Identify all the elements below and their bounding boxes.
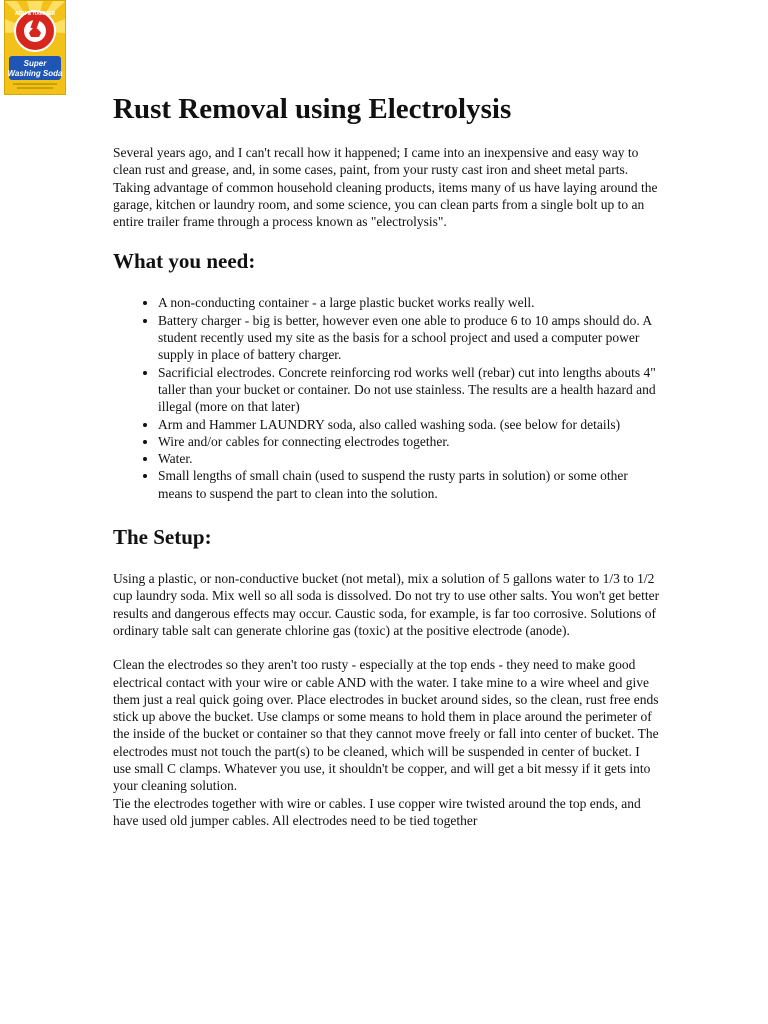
washing-soda-box-image xyxy=(4,0,66,95)
list-item: • Wire and/or cables for connecting electrodes together. xyxy=(158,433,661,450)
article-title: Rust Removal using Electrolysis xyxy=(113,93,512,125)
list-item: • Sacrificial electrodes. Concrete reinforcing rod works well (rebar) cut into lengths abouts 4" taller than your bucket or container. Do not use stainless. The results are a health hazard and illegal (more on that later) xyxy=(158,364,661,416)
article-content xyxy=(113,92,661,829)
what-you-need-list xyxy=(113,294,661,502)
list-item: • Small lengths of small chain (used to suspend the rusty parts in solution) or some other means to suspend the part to clean into the solution. xyxy=(158,467,661,502)
setup-paragraph-2: Clean the electrodes so they aren't too rusty - especially at the top ends - they need to make good electrical contact with your wire or cable AND with the water. I take mine to a wire wheel and give them just a real quick going over. Place electrodes in bucket around sides, so the clean, rust free ends stick up above the bucket. Use clamps or some means to hold them in place around the perimeter of the inside of the bucket or container so that they cannot move freely or fall into center of bucket. The electrodes must not touch the part(s) to be cleaned, which will be suspended in center of bucket. I use small C clamps. Whatever you use, it shouldn't be copper, and will get a bit messy if it gets into your cleaning solution. xyxy=(113,657,659,794)
setup-paragraph-3: Tie the electrodes together with wire or cables. I use copper wire twisted around the top ends, and have used old jumper cables. All electrodes need to be tied together xyxy=(113,795,641,828)
intro-paragraph: Several years ago, and I can't recall how it happened; I came into an inexpensive and easy way to clean rust and grease, and, in some cases, paint, from your rusty cast iron and sheet metal parts. Taking advantage of common household cleaning products, items many of us have laying around the garage, kitchen or laundry room, and some science, you can clean parts from a single bolt up to an entire trailer frame through a process known as "electrolysis". xyxy=(113,145,658,230)
product-name-line2: Washing Soda xyxy=(7,69,63,78)
brand-logo-text: ARM & HAMMER xyxy=(14,11,56,17)
washing-soda-box-graphic xyxy=(5,1,65,94)
what-you-need-heading: What you need: xyxy=(113,249,256,274)
setup-heading: The Setup: xyxy=(113,525,212,550)
list-item: • Water. xyxy=(158,450,661,467)
list-item: • Battery charger - big is better, however even one able to produce 6 to 10 amps should do. A student recently used my site as the basis for a school project and used a computer power supply in place of battery charger. xyxy=(158,312,661,364)
product-name-line1: Super xyxy=(23,59,47,68)
list-item: • A non-conducting container - a large plastic bucket works really well. xyxy=(158,294,661,311)
list-item: • Arm and Hammer LAUNDRY soda, also called washing soda. (see below for details) xyxy=(158,416,661,433)
setup-paragraph-1: Using a plastic, or non-conductive bucket (not metal), mix a solution of 5 gallons water to 1/3 to 1/2 cup laundry soda. Mix well so all soda is dissolved. Do not try to use other salts. You won't get better results and dangerous effects may occur. Caustic soda, for example, is far too corrosive. Solutions of ordinary table salt can generate chlorine gas (toxic) at the positive electrode (anode). xyxy=(113,571,660,638)
